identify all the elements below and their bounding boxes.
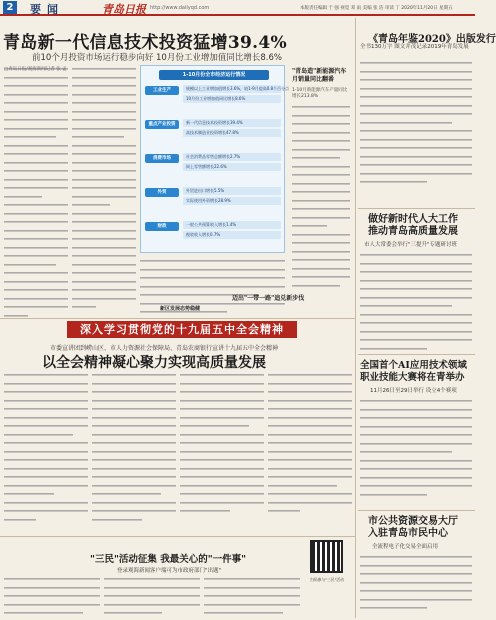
lead-article-col1 (4, 66, 68, 316)
industry-item-1: 规模以上工业增加值增长3.6%，较1-9月提高0.8个百分点 (183, 85, 281, 93)
yearbook-headline: 《青岛年鉴2020》出版发行 (368, 34, 496, 45)
plenum-article-col2 (92, 372, 176, 532)
section-divider (0, 318, 355, 319)
consumption-item-1: 社会消费品零售总额增长2.7% (183, 153, 281, 161)
lead-subtitle: 前10个月投资市场运行稳步向好 10月份工业增加值同比增长8.6% (32, 53, 282, 63)
right-column-divider (355, 18, 356, 618)
category-industry: 工业生产 (145, 86, 179, 95)
three-min-article-col1 (4, 576, 100, 618)
lead-byline: □青岛日报/观海新闻记者 张 孟 (4, 67, 67, 72)
newspaper-brand: 青岛日报 (102, 3, 146, 16)
category-consumption: 消费市场 (145, 154, 179, 163)
trading-hall-article (360, 554, 472, 618)
three-min-subtitle: 登录观海新闻客户端可为市政府部门"出题" (117, 568, 222, 574)
site-url[interactable]: http://www.dailyqd.com (150, 5, 210, 11)
three-min-article-col3 (204, 576, 300, 618)
category-finance: 财政 (145, 222, 179, 231)
plenum-article-col4 (268, 372, 352, 532)
nev-article (292, 104, 350, 304)
three-min-headline: "三民"活动征集 我最关心的"一件事" (90, 554, 247, 565)
editor-info: 本版责任编辑 于 强 视觉 邓 雨 美编 张 洁 审读 丁 2020年11月20日 星期五 (300, 6, 453, 11)
npc-article (360, 252, 472, 362)
lead-article-col2 (72, 66, 136, 316)
section-title: 要闻 (30, 3, 64, 16)
plenum-article-col3 (180, 372, 264, 532)
category-trade: 外贸 (145, 188, 179, 197)
trade-item-1: 外贸进出口增长5.5% (183, 187, 281, 195)
yearbook-article (360, 60, 472, 210)
right-divider-3 (358, 510, 475, 511)
ai-contest-subtitle: 11月26日至29日举行 设立4个赛项 (370, 388, 457, 394)
finance-item-1: 一般公共预算收入增长1.4% (183, 221, 281, 229)
ai-contest-headline: 全国首个AI应用技术领域 职业技能大赛将在青举办 (360, 360, 467, 383)
trading-hall-headline: 市公共资源交易大厅 入驻青岛市民中心 (368, 516, 458, 539)
qr-code-icon[interactable] (310, 540, 343, 573)
npc-headline: 做好新时代人大工作 推动青岛高质量发展 (368, 214, 458, 237)
masthead (0, 0, 475, 16)
page-number: 2 (3, 1, 17, 14)
right-divider-2 (358, 354, 475, 355)
plenum-banner: 深入学习贯彻党的十九届五中全会精神 (67, 321, 297, 338)
yearbook-subtitle: 全书130万字 图文并茂记录2019年青岛发展 (360, 44, 469, 50)
trading-hall-subtitle: 全流程电子化交易全面启用 (372, 544, 439, 550)
consumption-item-2: 网上零售额增长22.6% (183, 163, 281, 171)
three-min-article-col2 (104, 576, 200, 618)
finance-item-2: 税收收入增长0.7% (183, 231, 281, 239)
npc-subtitle: 市人大常委会举行"三提升"专题研讨班 (364, 242, 458, 248)
trade-item-2: 实际使用外资增长28.9% (183, 197, 281, 205)
ai-contest-article (360, 398, 472, 513)
infographic-title: 1-10月份全市经济运行情况 (159, 70, 269, 80)
industry-item-2: 10月份工业增加值同比增长8.6% (183, 95, 281, 103)
investment-item-1: 新一代信息技术投资增长39.4% (183, 119, 281, 127)
plenum-kicker: 市委宣讲团到崂山区、市人力资源社会保障局、青岛农商银行宣讲十九届五中全会精神 (50, 345, 279, 352)
newzone-headline: 新区发展态势稳健 (160, 306, 201, 312)
nev-subtitle: 1-10月新能源汽车产量同比增长213.8% (292, 88, 348, 99)
nev-headline: "青岛造"新能源汽车 月销量同比翻番 (292, 68, 347, 83)
investment-item-2: 高技术制造业投资增长47.8% (183, 129, 281, 137)
economy-infographic (140, 65, 290, 253)
bottom-divider (0, 536, 355, 537)
lead-headline: 青岛新一代信息技术投资猛增39.4% (3, 33, 287, 53)
right-divider-1 (358, 208, 475, 209)
qr-caption: 扫码参与"三民"活动 (310, 577, 344, 582)
category-investment: 重点产业投资 (145, 120, 179, 129)
belt-road-headline: 迈出"一带一路"追兑新步伐 (232, 295, 305, 302)
plenum-article-col1 (4, 372, 88, 532)
plenum-headline: 以全会精神凝心聚力实现高质量发展 (42, 355, 266, 371)
